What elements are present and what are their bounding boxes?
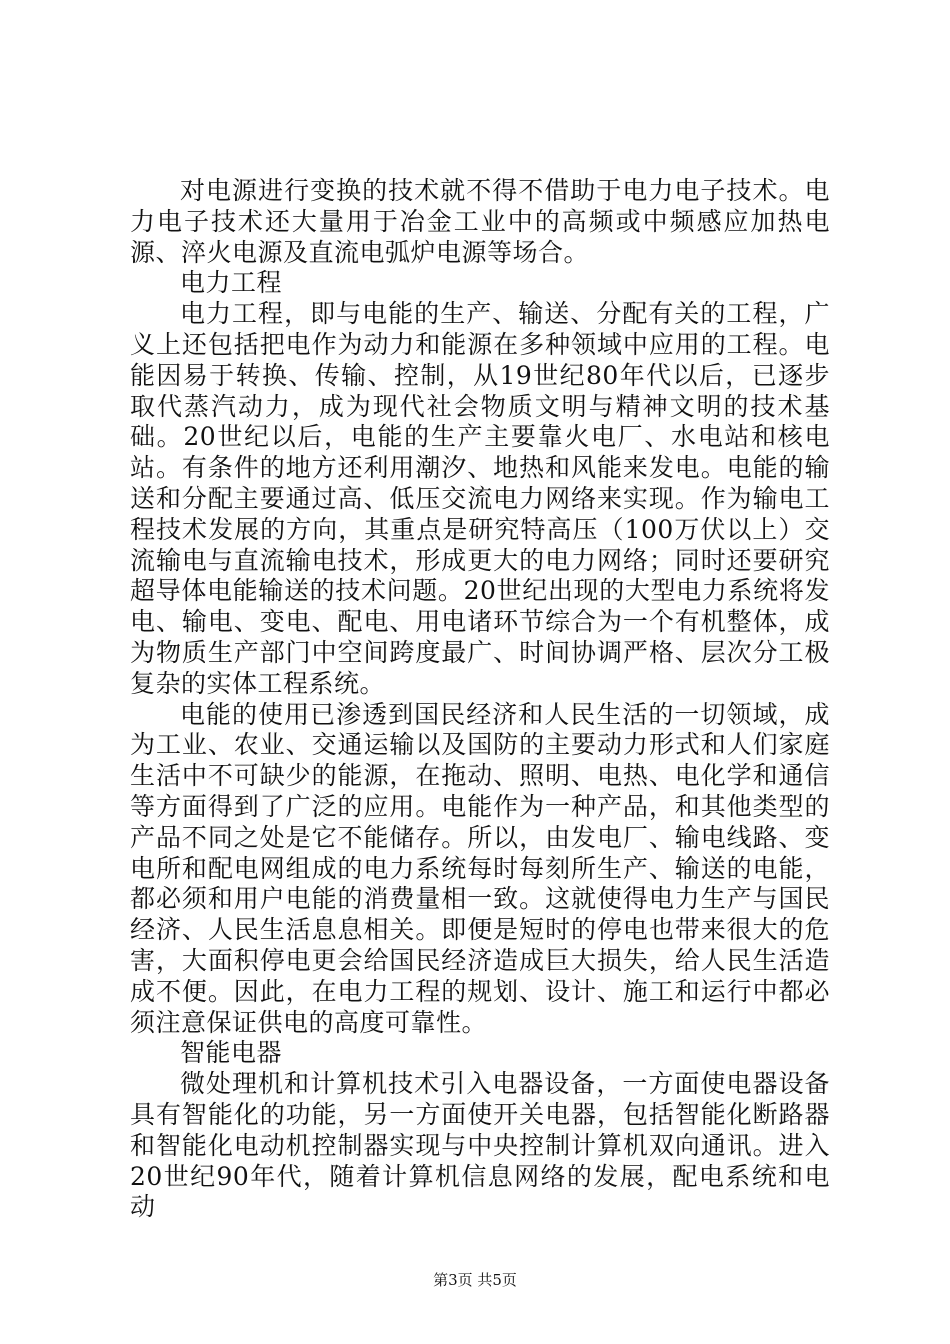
paragraph-smart-appliances: 微处理机和计算机技术引入电器设备，一方面使电器设备具有智能化的功能，另一方面使开关电器，包括智能化断路器和智能化电动机控制器实现与中央控制计算机双向通讯。进入20世纪90年代，随着计算机信息网络的发展，配电系统和电动 — [130, 1069, 830, 1222]
page-footer: 第3页 共5页 — [433, 1271, 517, 1289]
section-heading-smart-appliances: 智能电器 — [180, 1038, 283, 1068]
paragraph-power-electronics: 对电源进行变换的技术就不得不借助于电力电子技术。电力电子技术还大量用于冶金工业中的高频或中频感应加热电源、淬火电源及直流电弧炉电源等场合。 — [130, 176, 830, 267]
document-body — [130, 176, 830, 1223]
paragraph-power-engineering-definition: 电力工程，即与电能的生产、输送、分配有关的工程，广义上还包括把电作为动力和能源在多种领域中应用的工程。电能因易于转换、传输、控制，从19世纪80年代以后，已逐步取代蒸汽动力，成为现代社会物质文明与精神文明的技术基础。20世纪以后，电能的生产主要靠火电厂、水电站和核电站。有条件的地方还利用潮汐、地热和风能来发电。电能的输送和分配主要通过高、低压交流电力网络来实现。作为输电工程技术发展的方向，其重点是研究特高压（100万伏以上）交流输电与直流输电技术，形成更大的电力网络；同时还要研究超导体电能输送的技术问题。20世纪出现的大型电力系统将发电、输电、变电、配电、用电诸环节综合为一个有机整体，成为物质生产部门中空间跨度最广、时间协调严格、层次分工极复杂的实体工程系统。 — [130, 299, 830, 698]
section-heading-power-engineering: 电力工程 — [180, 268, 283, 298]
paragraph-power-usage: 电能的使用已渗透到国民经济和人民生活的一切领域，成为工业、农业、交通运输以及国防的主要动力形式和人们家庭生活中不可缺少的能源，在拖动、照明、电热、电化学和通信等方面得到了广泛的应用。电能作为一种产品，和其他类型的产品不同之处是它不能储存。所以，由发电厂、输电线路、变电所和配电网组成的电力系统每时每刻所生产、输送的电能，都必须和用户电能的消费量相一致。这就使得电力生产与国民经济、人民生活息息相关。即便是短时的停电也带来很大的危害，大面积停电更会给国民经济造成巨大损失，给人民生活造成不便。因此，在电力工程的规划、设计、施工和运行中都必须注意保证供电的高度可靠性。 — [130, 699, 830, 1037]
